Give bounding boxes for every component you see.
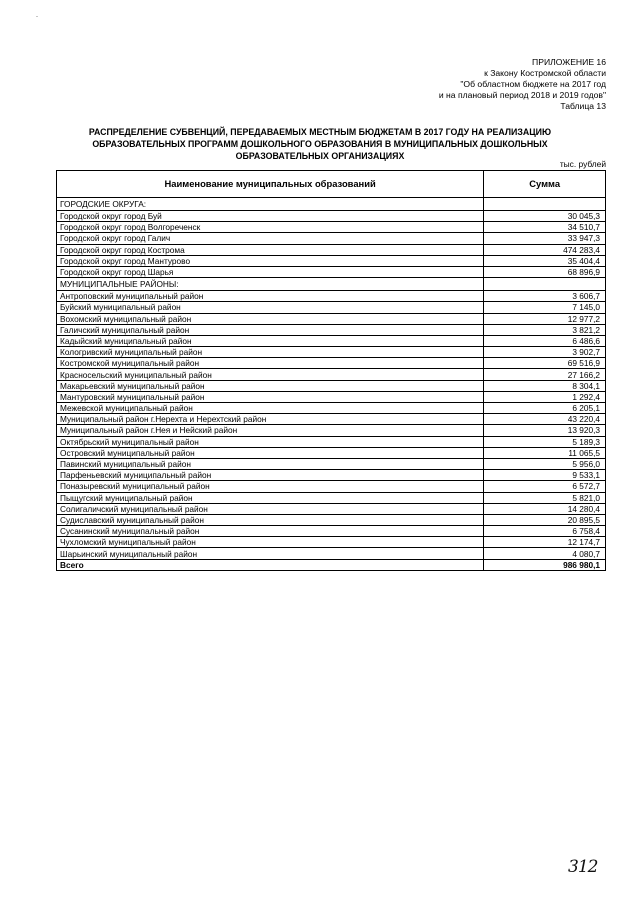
row-sum: 6 758,4 [484, 526, 606, 537]
title-line-1: РАСПРЕДЕЛЕНИЕ СУБВЕНЦИЙ, ПЕРЕДАВАЕМЫХ МЕСТНЫМ БЮДЖЕТАМ В 2017 ГОДУ НА РЕАЛИЗАЦИЮ [88, 127, 552, 137]
row-sum: 986 980,1 [484, 559, 606, 570]
row-name: МУНИЦИПАЛЬНЫЕ РАЙОНЫ: [57, 278, 484, 291]
table-row [57, 244, 606, 255]
table-row [57, 526, 606, 537]
appendix-table-number: Таблица 13 [560, 101, 606, 111]
row-sum: 5 189,3 [484, 436, 606, 447]
table-row [57, 358, 606, 369]
table-row [57, 335, 606, 346]
subsidy-table [56, 170, 606, 571]
row-name: Межевской муниципальный район [57, 403, 484, 414]
row-sum: 5 821,0 [484, 492, 606, 503]
table-row [57, 447, 606, 458]
table-row [57, 313, 606, 324]
row-sum [484, 278, 606, 291]
table-row [57, 255, 606, 266]
row-name: Макарьевский муниципальный район [57, 380, 484, 391]
row-name: Муниципальный район г.Нея и Нейский район [57, 425, 484, 436]
row-sum: 43 220,4 [484, 414, 606, 425]
group-header-row [57, 278, 606, 291]
row-sum: 3 821,2 [484, 324, 606, 335]
row-name: Всего [57, 559, 484, 570]
page-number: 312 [568, 857, 598, 877]
row-sum: 6 205,1 [484, 403, 606, 414]
table-row [57, 347, 606, 358]
row-name: Кологривский муниципальный район [57, 347, 484, 358]
header-sum: Сумма [484, 171, 606, 198]
row-sum: 5 956,0 [484, 458, 606, 469]
row-name: Городской округ город Кострома [57, 244, 484, 255]
table-row [57, 291, 606, 302]
row-name: Поназыревский муниципальный район [57, 481, 484, 492]
table-row [57, 233, 606, 244]
row-name: Вохомский муниципальный район [57, 313, 484, 324]
row-sum [484, 198, 606, 211]
document-title [70, 126, 570, 162]
row-sum: 33 947,3 [484, 233, 606, 244]
appendix-header [439, 57, 606, 112]
table-row [57, 391, 606, 402]
title-line-3: ОБРАЗОВАТЕЛЬНЫХ ОРГАНИЗАЦИЯХ [235, 151, 405, 161]
row-name: Буйский муниципальный район [57, 302, 484, 313]
row-sum: 7 145,0 [484, 302, 606, 313]
header-name: Наименование муниципальных образований [57, 171, 484, 198]
row-name: Солигаличский муниципальный район [57, 503, 484, 514]
row-sum: 68 896,9 [484, 266, 606, 277]
table-row [57, 302, 606, 313]
row-name: Мантуровский муниципальный район [57, 391, 484, 402]
table-row [57, 481, 606, 492]
row-name: Судиславский муниципальный район [57, 514, 484, 525]
table-row [57, 266, 606, 277]
appendix-law-period: и на плановый период 2018 и 2019 годов" [438, 90, 606, 100]
row-name: Галичский муниципальный район [57, 324, 484, 335]
total-row [57, 559, 606, 570]
table-row [57, 380, 606, 391]
row-sum: 12 977,2 [484, 313, 606, 324]
row-sum: 8 304,1 [484, 380, 606, 391]
table-row [57, 324, 606, 335]
row-name: Чухломский муниципальный район [57, 537, 484, 548]
table-row [57, 425, 606, 436]
table-body [57, 198, 606, 571]
row-name: Антроповский муниципальный район [57, 291, 484, 302]
row-name: Пыщугский муниципальный район [57, 492, 484, 503]
row-name: Кадыйский муниципальный район [57, 335, 484, 346]
row-name: Костромской муниципальный район [57, 358, 484, 369]
row-sum: 3 606,7 [484, 291, 606, 302]
row-name: Красносельский муниципальный район [57, 369, 484, 380]
table-row [57, 470, 606, 481]
row-name: Городской округ город Буй [57, 211, 484, 222]
row-name: ГОРОДСКИЕ ОКРУГА: [57, 198, 484, 211]
row-sum: 474 283,4 [484, 244, 606, 255]
title-line-2: ОБРАЗОВАТЕЛЬНЫХ ПРОГРАММ ДОШКОЛЬНОГО ОБРАЗОВАНИЯ В МУНИЦИПАЛЬНЫХ ДОШКОЛЬНЫХ [92, 139, 548, 149]
row-sum: 35 404,4 [484, 255, 606, 266]
table-row [57, 403, 606, 414]
table-header-row [57, 171, 606, 198]
appendix-law-ref: к Закону Костромской области [484, 68, 606, 78]
row-name: Островский муниципальный район [57, 447, 484, 458]
group-header-row [57, 198, 606, 211]
table-row [57, 222, 606, 233]
table-row [57, 458, 606, 469]
row-name: Павинский муниципальный район [57, 458, 484, 469]
row-sum: 69 516,9 [484, 358, 606, 369]
row-sum: 30 045,3 [484, 211, 606, 222]
table-row [57, 548, 606, 559]
row-sum: 20 895,5 [484, 514, 606, 525]
unit-label: тыс. рублей [559, 159, 606, 169]
row-sum: 34 510,7 [484, 222, 606, 233]
table-row [57, 414, 606, 425]
row-name: Шарьинский муниципальный район [57, 548, 484, 559]
row-sum: 3 902,7 [484, 347, 606, 358]
table-row [57, 369, 606, 380]
row-sum: 14 280,4 [484, 503, 606, 514]
table-row [57, 492, 606, 503]
row-sum: 12 174,7 [484, 537, 606, 548]
row-name: Муниципальный район г.Нерехта и Нерехтский район [57, 414, 484, 425]
table-row [57, 514, 606, 525]
row-name: Городской округ город Галич [57, 233, 484, 244]
table-row [57, 436, 606, 447]
corner-mark: - [36, 14, 38, 20]
row-name: Городской округ город Шарья [57, 266, 484, 277]
row-name: Городской округ город Мантурово [57, 255, 484, 266]
appendix-number: ПРИЛОЖЕНИЕ 16 [532, 57, 606, 67]
row-sum: 13 920,3 [484, 425, 606, 436]
row-sum: 27 166,2 [484, 369, 606, 380]
row-sum: 1 292,4 [484, 391, 606, 402]
row-name: Парфеньевский муниципальный район [57, 470, 484, 481]
row-sum: 4 080,7 [484, 548, 606, 559]
table-row [57, 503, 606, 514]
table-row [57, 211, 606, 222]
table-row [57, 537, 606, 548]
row-name: Городской округ город Волгореченск [57, 222, 484, 233]
appendix-law-title: "Об областном бюджете на 2017 год [460, 79, 606, 89]
row-sum: 6 486,6 [484, 335, 606, 346]
row-sum: 11 065,5 [484, 447, 606, 458]
row-sum: 6 572,7 [484, 481, 606, 492]
row-name: Сусанинский муниципальный район [57, 526, 484, 537]
row-name: Октябрьский муниципальный район [57, 436, 484, 447]
row-sum: 9 533,1 [484, 470, 606, 481]
